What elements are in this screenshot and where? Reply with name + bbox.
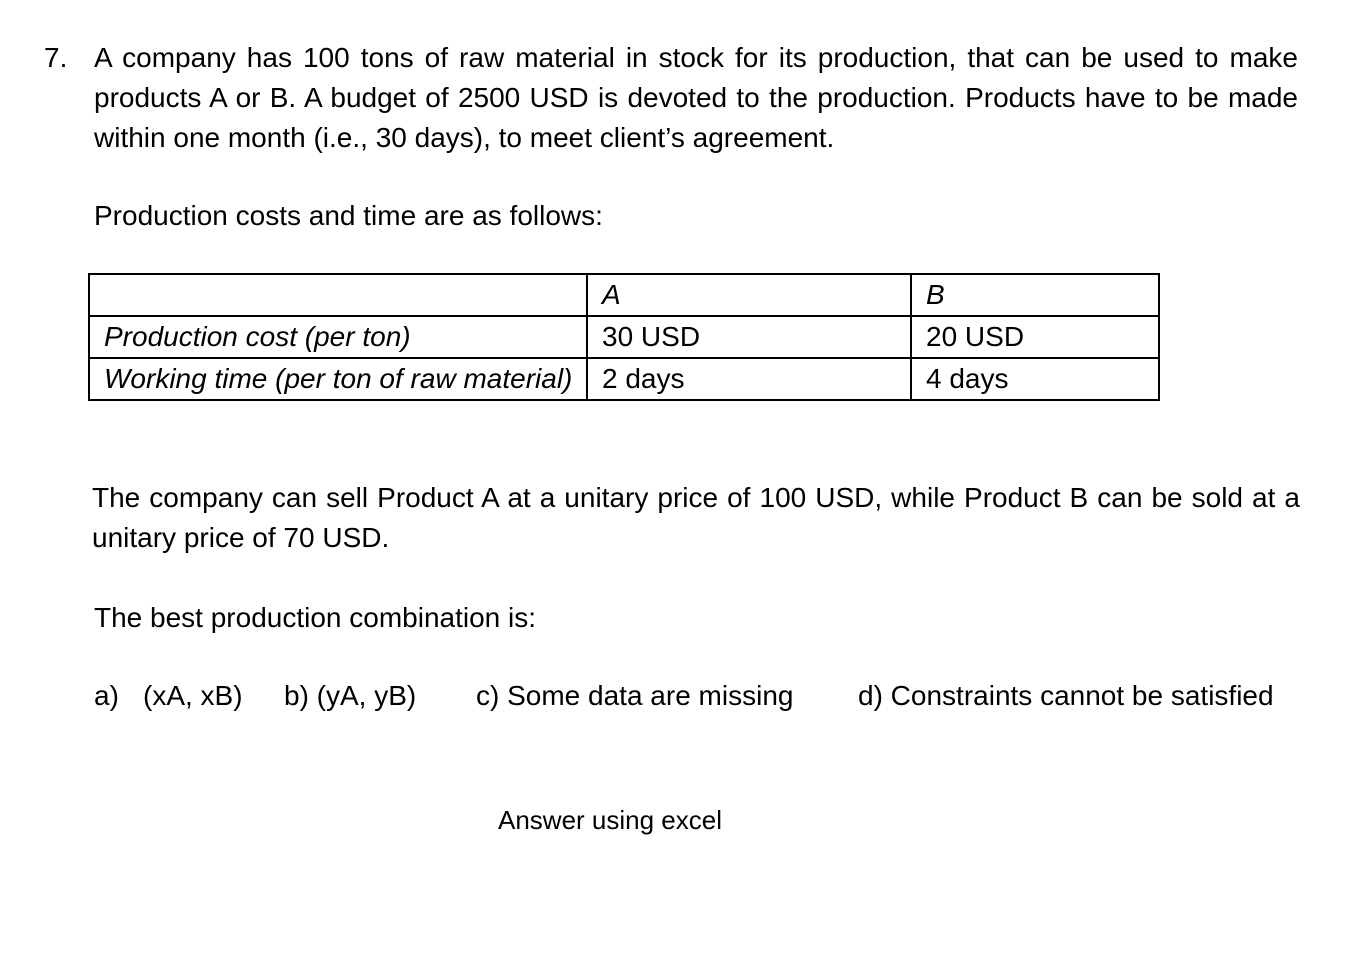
option-a: (xA, xB) <box>143 680 243 711</box>
production-table <box>88 273 1160 401</box>
option-a-letter: a) <box>94 680 119 711</box>
table-row <box>89 316 1159 358</box>
table-intro: Production costs and time are as follows: <box>94 200 603 231</box>
cell-cost-a: 30 USD <box>587 316 911 358</box>
answer-note: Answer using excel <box>498 805 722 835</box>
row-label-production-cost: Production cost (per ton) <box>89 316 587 358</box>
option-c: c) Some data are missing <box>476 680 794 711</box>
prices-text: The company can sell Product A at a unitary price of 100 USD, while Product B can be sold at a unitary price of 70 USD. <box>92 482 1300 553</box>
answer-options <box>0 676 1368 718</box>
option-d: d) Constraints cannot be satisfied <box>858 680 1274 711</box>
table-header-row <box>89 274 1159 316</box>
question-intro: A company has 100 tons of raw material in stock for its production, that can be used to make products A or B. A budget of 2500 USD is devoted to the production. Products have to be made within one month (i.e., 30 days), to meet client’s agreement. <box>94 42 1298 153</box>
question-prompt: The best production combination is: <box>94 602 537 633</box>
table-header-b: B <box>911 274 1159 316</box>
row-label-working-time: Working time (per ton of raw material) <box>89 358 587 400</box>
cell-time-a: 2 days <box>587 358 911 400</box>
table-row <box>89 358 1159 400</box>
question-number: 7. <box>44 42 68 73</box>
table-header-a: A <box>587 274 911 316</box>
cell-cost-b: 20 USD <box>911 316 1159 358</box>
table-header-cell <box>89 274 587 316</box>
cell-time-b: 4 days <box>911 358 1159 400</box>
option-b: b) (yA, yB) <box>284 680 417 711</box>
